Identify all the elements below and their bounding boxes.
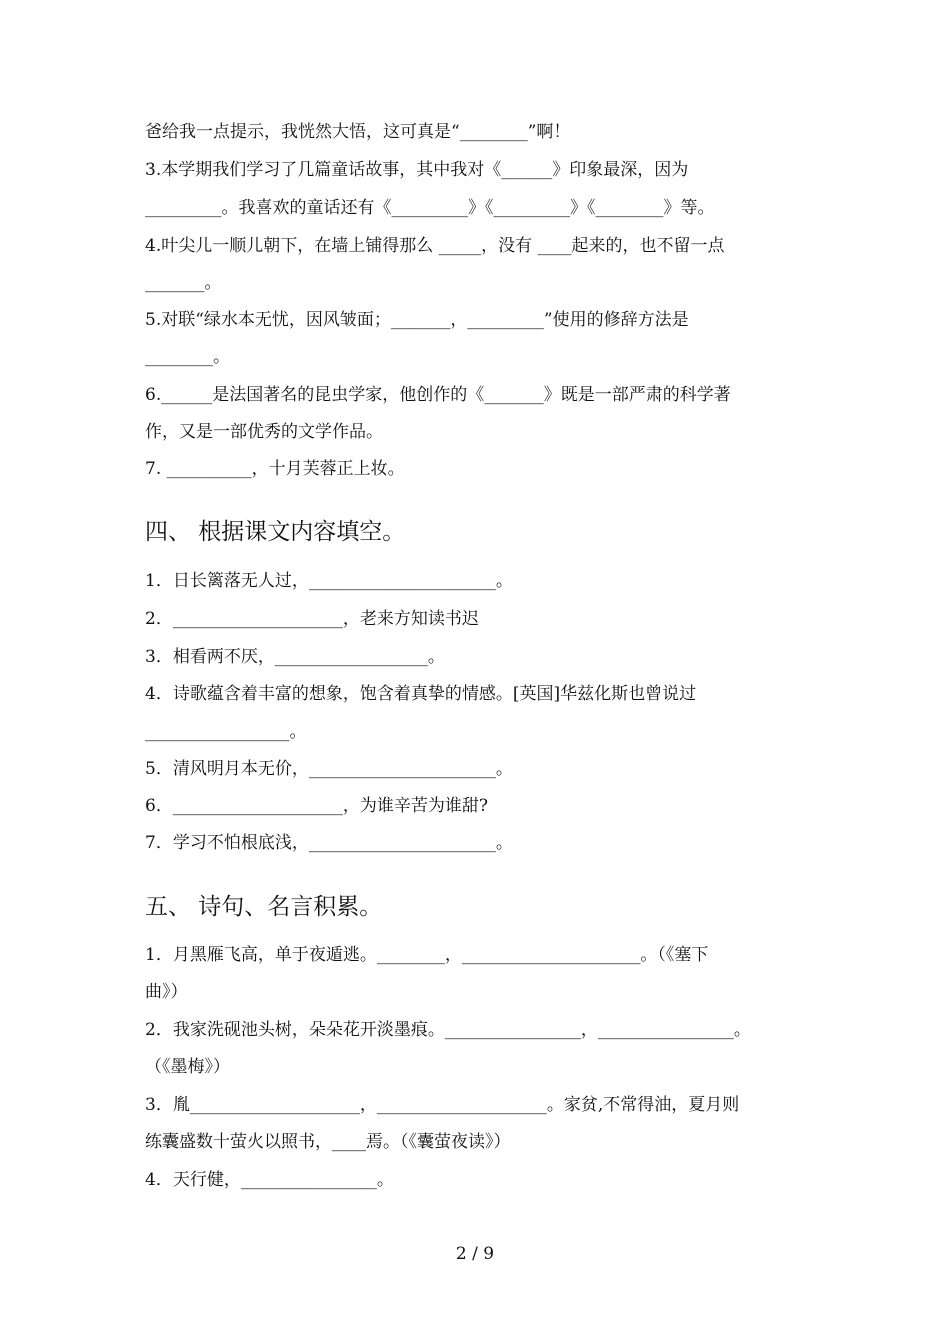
section-5-item-2-line-1: 2．我家洗砚池头树，朵朵花开淡墨痕。________________，________________。 — [145, 1020, 751, 1040]
section-4-item-6: 6．____________________，为谁辛苦为谁甜? — [145, 796, 488, 816]
section-4-item-7: 7．学习不怕根底浅，______________________。 — [145, 833, 513, 853]
section-5-item-3-line-1: 3．胤____________________，____________________。家贫,不常得油，夏月则 — [145, 1095, 740, 1115]
section-5-item-4: 4．天行健，________________。 — [145, 1170, 394, 1190]
section-4-item-4-line-2: _________________。 — [145, 722, 307, 742]
section-4-item-3: 3．相看两不厌，__________________。 — [145, 647, 445, 667]
section-4-item-4-line-1: 4．诗歌蕴含着丰富的想象，饱含着真挚的情感。[英国]华兹化斯也曾说过 — [145, 684, 697, 704]
question-4-line-1: 4.叶尖儿一顺儿朝下，在墙上铺得那么 _____，没有 ____起来的，也不留一点 — [145, 236, 725, 256]
section-4-heading: 四、 根据课文内容填空。 — [145, 519, 406, 545]
question-6-line-2: 作，又是一部优秀的文学作品。 — [145, 422, 383, 442]
question-4-line-2: _______。 — [145, 273, 222, 293]
text-line-continuation: 爸给我一点提示，我恍然大悟，这可真是“________”啊！ — [145, 122, 571, 142]
question-3-line-2: _________。我喜欢的童话还有《_________》《_________》《________》等。 — [145, 198, 715, 218]
section-5-heading: 五、 诗句、名言积累。 — [145, 894, 383, 920]
question-5-line-1: 5.对联“绿水本无忧，因风皱面；_______，_________”使用的修辞方法是 — [145, 310, 689, 330]
section-5-item-3-line-2: 练囊盛数十萤火以照书，____焉。（《囊萤夜读》） — [145, 1132, 511, 1152]
section-5-item-1-line-1: 1．月黑雁飞高，单于夜遁逃。________，_____________________。（《塞下 — [145, 945, 709, 965]
section-4-item-2: 2．____________________，老来方知读书迟 — [145, 609, 479, 629]
question-3-line-1: 3.本学期我们学习了几篇童话故事，其中我对《______》印象最深，因为 — [145, 160, 689, 180]
page-number: 2 / 9 — [455, 1244, 495, 1264]
section-4-item-5: 5．清风明月本无价，______________________。 — [145, 759, 513, 779]
section-5-item-2-line-2: （《墨梅》） — [145, 1057, 230, 1077]
question-6-line-1: 6.______是法国著名的昆虫学家，他创作的《_______》既是一部严肃的科学著 — [145, 385, 731, 405]
question-5-line-2: ________。 — [145, 347, 230, 367]
question-7-line: 7. __________，十月芙蓉正上妆。 — [145, 459, 405, 479]
section-4-item-1: 1．日长篱落无人过，______________________。 — [145, 571, 513, 591]
section-5-item-1-line-2: 曲》） — [145, 982, 188, 1002]
